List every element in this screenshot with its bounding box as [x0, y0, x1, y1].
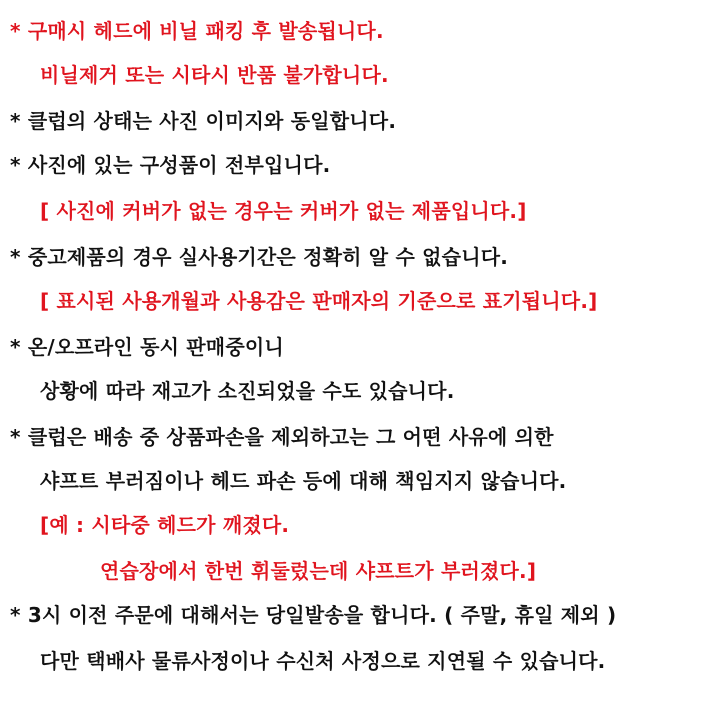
notice-line-no-return: 비닐제거 또는 시타시 반품 불가합니다. — [40, 63, 389, 87]
notice-line-condition: * 클럽의 상태는 사진 이미지와 동일합니다. — [10, 109, 397, 133]
notice-line-shaft: 샤프트 부러짐이나 헤드 파손 등에 대해 책임지지 않습니다. — [40, 469, 567, 493]
notice-line-seller-standard: [ 표시된 사용개월과 사용감은 판매자의 기준으로 표기됩니다.] — [40, 289, 598, 313]
notice-line-delay: 다만 택배사 물류사정이나 수신처 사정으로 지연될 수 있습니다. — [40, 649, 606, 673]
notice-line-online-offline: * 온/오프라인 동시 판매중이니 — [10, 335, 284, 359]
notice-line-used-period: * 중고제품의 경우 실사용기간은 정확히 알 수 없습니다. — [10, 245, 509, 269]
notice-line-stock: 상황에 따라 재고가 소진되었을 수도 있습니다. — [40, 379, 455, 403]
notice-line-shipping: * 3시 이전 주문에 대해서는 당일발송을 합니다. ( 주말, 휴일 제외 ) — [10, 603, 617, 627]
notice-line-cover: [ 사진에 커버가 없는 경우는 커버가 없는 제품입니다.] — [40, 199, 527, 223]
notice-line-example-2: 연습장에서 한번 휘둘렀는데 샤프트가 부러졌다.] — [100, 559, 537, 583]
notice-line-components: * 사진에 있는 구성품이 전부입니다. — [10, 153, 331, 177]
notice-line-damage: * 클럽은 배송 중 상품파손을 제외하고는 그 어떤 사유에 의한 — [10, 425, 554, 449]
notice-line-packing: * 구매시 헤드에 비닐 패킹 후 발송됩니다. — [10, 19, 384, 43]
notice-line-example-1: [예 : 시타중 헤드가 깨졌다. — [40, 513, 290, 537]
